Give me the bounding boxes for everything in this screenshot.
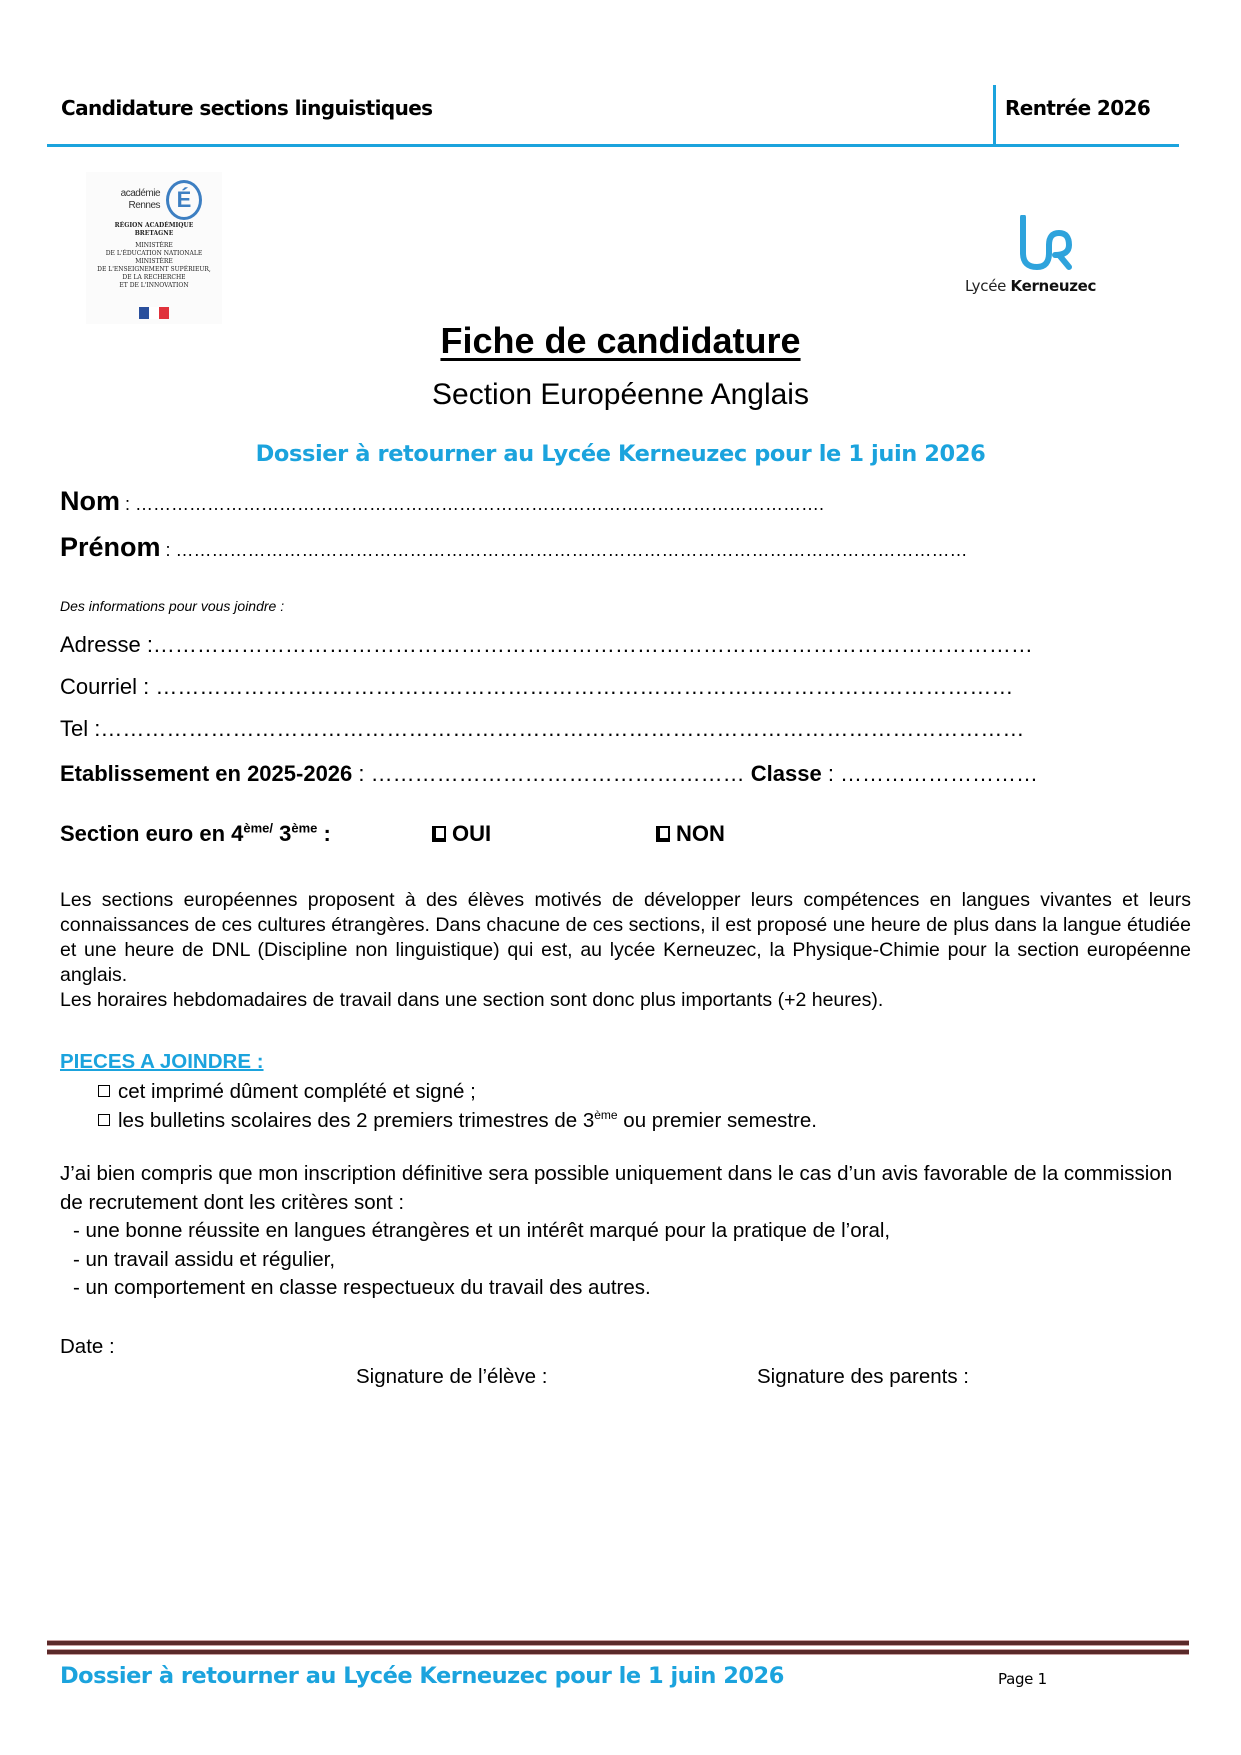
- criterion-1: - une bonne réussite en langues étrangères et un intérêt marqué pour la pratique de l’oral,: [73, 1219, 891, 1242]
- pieces-item-1-text: cet imprimé dûment complété et signé ;: [118, 1080, 476, 1103]
- pieces-heading: PIECES A JOINDRE :: [60, 1050, 264, 1073]
- header-divider: [993, 85, 996, 146]
- page-subtitle: Section Européenne Anglais: [432, 378, 809, 411]
- engagement-intro: J’ai bien compris que mon inscription définitive sera possible uniquement dans le cas d’un avis favorable de la commission de recrutement dont les critères sont :: [60, 1162, 1173, 1214]
- description-paragraph: [60, 888, 1191, 1013]
- checkbox-oui-icon[interactable]: [432, 826, 446, 842]
- contact-info-note: Des informations pour vous joindre :: [60, 598, 285, 614]
- checkbox-icon: [98, 1085, 110, 1097]
- region-line1: RÉGION ACADÉMIQUE: [114, 222, 194, 229]
- nom-label: Nom: [60, 486, 120, 516]
- date-label: Date :: [60, 1335, 115, 1358]
- lycee-brand-name: Kerneuzec: [1010, 277, 1097, 295]
- checkbox-icon: [98, 1114, 110, 1126]
- adresse-field[interactable]: Adresse :…………………………………………………………………………………………………………: [60, 632, 1033, 657]
- section-euro-label: Section euro en 4: [60, 821, 244, 846]
- section-euro-question: [60, 820, 331, 848]
- tel-field[interactable]: Tel :………………………………………………………………………………………………………………: [60, 716, 1025, 741]
- criterion-3: - un comportement en classe respectueux du travail des autres.: [73, 1276, 651, 1299]
- prenom-dots[interactable]: : ……………………………………………………………………………………………………………………: [160, 540, 968, 560]
- etablissement-dots[interactable]: : ……………………………………………: [352, 761, 745, 786]
- pieces-item-2-suffix: ou premier semestre.: [617, 1109, 817, 1132]
- courriel-field[interactable]: Courriel : ………………………………………………………………………………………………………: [60, 674, 1014, 699]
- academie-line1: académie: [120, 188, 160, 199]
- page-number: Page 1: [998, 1670, 1047, 1688]
- footer-rule-top: [47, 1640, 1189, 1646]
- description-p1: Les sections européennes proposent à des élèves motivés de développer leurs compétences en langues vivantes et leurs connaissances de ces cultures étrangères. Dans chacune de ces sections, il est proposé une heure de plus dans la langue étudiée et une heure de DNL (Discipline non linguistique) qui est, au lycée Kerneuzec, la Physique-Chimie pour la section européenne anglais.: [60, 889, 1191, 986]
- sup-4eme: ème/: [243, 820, 274, 836]
- academie-text: [110, 188, 160, 212]
- page-title-text: Fiche de candidature: [440, 320, 801, 361]
- section-euro-3: 3: [273, 821, 292, 846]
- deadline-notice: Dossier à retourner au Lycée Kerneuzec pour le 1 juin 2026: [255, 441, 986, 467]
- prenom-label: Prénom: [60, 532, 161, 562]
- academie-e-icon: É: [166, 180, 202, 220]
- section-euro-colon: :: [317, 821, 331, 846]
- description-p2: Les horaires hebdomadaires de travail dans une section sont donc plus importants (+2 heures).: [60, 989, 884, 1011]
- option-non-label: NON: [676, 821, 725, 846]
- lycee-prefix: Lycée: [965, 277, 1007, 295]
- nom-dots[interactable]: : …………………………………………………………………………………………………….: [120, 494, 825, 514]
- criterion-2: - un travail assidu et régulier,: [73, 1247, 336, 1271]
- option-oui-label: OUI: [452, 821, 492, 846]
- header-rule: [47, 144, 1179, 147]
- sup-3eme: ème: [594, 1108, 618, 1123]
- ministry-line-0: MINISTÈRE: [135, 242, 173, 249]
- prenom-field[interactable]: [60, 530, 1055, 567]
- ministry-line-2: MINISTÈRE: [135, 258, 173, 265]
- classe-label: Classe: [750, 761, 822, 786]
- region-line2: BRETAGNE: [134, 230, 174, 237]
- footer-deadline: Dossier à retourner au Lycée Kerneuzec pour le 1 juin 2026: [60, 1663, 784, 1689]
- sup-3eme: ème: [291, 820, 318, 836]
- pieces-item-1: [98, 1077, 817, 1106]
- academie-logo-lines: [88, 222, 220, 290]
- lycee-name: [965, 277, 1096, 295]
- lycee-kerneuzec-logo: [965, 215, 1115, 305]
- ministry-line-3: DE L'ENSEIGNEMENT SUPÉRIEUR,: [97, 266, 211, 273]
- checkbox-non-icon[interactable]: [656, 826, 670, 842]
- nom-field[interactable]: [60, 484, 1055, 521]
- lk-monogram-icon: [1015, 215, 1075, 271]
- french-flag-icon: [139, 307, 169, 319]
- page-title: [0, 320, 1241, 362]
- parents-signature-label: Signature des parents :: [757, 1365, 969, 1388]
- option-non[interactable]: [656, 820, 725, 848]
- ministry-line-4: DE LA RECHERCHE: [122, 274, 186, 281]
- pieces-list: [98, 1077, 817, 1135]
- footer-rule-bottom: [47, 1649, 1189, 1655]
- header-year: Rentrée 2026: [1005, 96, 1151, 120]
- etablissement-label: Etablissement en 2025-2026: [60, 761, 353, 786]
- ministry-line-5: ET DE L'INNOVATION: [119, 282, 189, 289]
- academie-line2: Rennes: [128, 200, 160, 211]
- option-oui[interactable]: [432, 820, 491, 848]
- academie-rennes-logo: [86, 172, 222, 324]
- header-title: Candidature sections linguistiques: [61, 96, 433, 120]
- student-signature-label: Signature de l’élève :: [356, 1365, 548, 1388]
- pieces-item-2: [98, 1106, 817, 1135]
- ministry-line-1: DE L'ÉDUCATION NATIONALE: [105, 250, 203, 257]
- classe-dots[interactable]: : ………………………: [821, 761, 1039, 786]
- etablissement-field[interactable]: [60, 760, 1060, 787]
- pieces-item-2-text: les bulletins scolaires des 2 premiers trimestres de 3: [118, 1109, 595, 1132]
- engagement-text: [60, 1160, 1191, 1303]
